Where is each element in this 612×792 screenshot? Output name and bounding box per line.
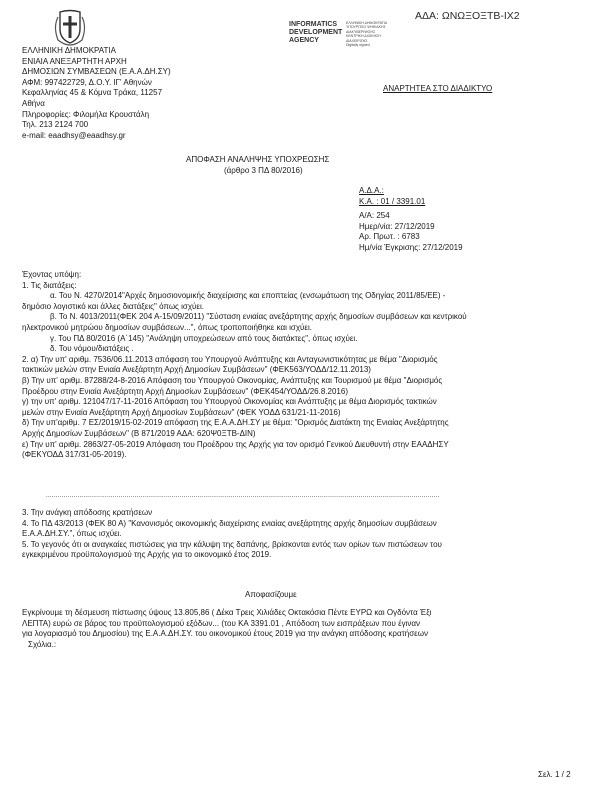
meta-date: Ημερ/νία: 27/12/2019 xyxy=(359,221,435,231)
considerations-block: Έχοντας υπόψη: 1. Τις διατάξεις: α. Του Ν. 4270/2014"Αρχές δημοσιονομικής διαχείρισης και εποπτείας (ενσωμάτωση της Οδηγίας 2011/85/ΕΕ) - δημόσιο λογιστικό και άλλες διατάξεις" όπως ισχύει. β. Το Ν. 4013/2011(ΦΕΚ 204 Α-15/09/2011) "Σύσταση ενιαίας ανεξάρτητης αρχής δημοσίων συμβάσεων και κεντρικού ηλεκτρονικού μητρώου δημοσίων συμβάσεων...", όπως τροποποιήθηκε και ισχύει. γ. Του ΠΔ 80/2016 (Α΄145) "Ανάληψη υποχρεώσεων από τους διατάκτες", όπως ισχύει. δ. Του νόμου/διατάξεις . 2. α) Την υπ' αριθμ. 7536/06.11.2013 απόφαση του Υπουργού Ανάπτυξης και Ανταγωνιστικότητας με θέμα "Διορισμός τακτικών μελών στην Ενιαία Ανεξάρτητη Αρχή Δημοσίων Συμβάσεων" (ΦΕΚ563/ΥΟΔΔ/12.11.2013) β) Την υπ' αριθμ. 87288/24-8-2016 Απόφαση του Υπουργού Οικονομίας, Ανάπτυξης και Τουρισμού με θέμα "Διορισμός Προέδρου στην Ενιαία Ανεξάρτητη Αρχή Δημοσίων Συμβάσεων" (ΦΕΚ454/ΥΟΔΔ/26.8.2016) γ) την υπ' αριθμ. 121047/17-11-2016 Απόφαση του Υπουργού Οικονομίας και Ανάπτυξης με θέμα Διορισμός τακτικών μελών στην Ενιαία Ανεξάρτητη Αρχή Δημοσίων Συμβάσεων" (ΦΕΚ ΥΟΔΔ 631/21-11-2016) δ) Την υπ'αριθμ. 7 ΕΣ/2019/15-02-2019 απόφαση της Ε.Α.Α.ΔΗ.ΣΥ με θέμα: "Ορισμός Διατάκτη της Ενιαίας Ανεξάρτητης Αρχής Δημοσίων Συμβάσεων" (Β 871/2019 ΑΔΑ: 620Ψ0ΞΤΒ-ΔΙΝ) ε) Την υπ' αριθμ. 2863/27-05-2019 Απόφαση του Προέδρου της Αρχής για τον ορισμό Γενικού Διευθυντή στην ΕΑΑΔΗΣΥ (ΦΕΚΥΟΔΔ 317/31-05-2019). xyxy=(22,270,467,460)
greek-emblem-icon xyxy=(50,7,90,47)
internet-notice: ΑΝΑΡΤΗΤΕΑ ΣΤΟ ΔΙΑΔΙΚΤΥΟ xyxy=(383,84,493,93)
signature-stamp: INFORMATICS DEVELOPMENT AGENCY xyxy=(289,21,343,44)
signature-stamp-details: ΕΛΛΗΝΙΚΗ ΔΗΜΟΚΡΑΤΙΑ ΥΠΟΥΡΓΕΙΟ ΨΗΦΙΑΚΗΣ ΔΙΑΚΥΒΕΡΝΗΣΗΣ ΚΕΝΤΡΙΚΗ ΔΙΟΙΚΗΣΗ ΔΙΑΧΕΙΡΙΣΗΣ Digitally signed xyxy=(346,21,388,48)
document-title: ΑΠΟΦΑΣΗ ΑΝΑΛΗΨΗΣ ΥΠΟΧΡΕΩΣΗΣ xyxy=(186,155,330,164)
organization-block: ΕΛΛΗΝΙΚΗ ΔΗΜΟΚΡΑΤΙΑ ΕΝΙΑΙΑ ΑΝΕΞΑΡΤΗΤΗ ΑΡΧΗ ΔΗΜΟΣΙΩΝ ΣΥΜΒΑΣΕΩΝ (Ε.Α.Α.ΔΗ.ΣΥ) ΑΦΜ: 997422729, Δ.Ο.Υ. ΙΓ' Αθηνών Κεφαλληνίας 45 & Κόμνα Τράκα, 11257 Αθήνα Πληροφορίες: Φιλομήλα Κρουστάλη Τηλ. 213 2124 700 e-mail: eaadhsy@eaadhsy.gr xyxy=(22,46,171,140)
ada-header: ΑΔΑ: ΩΝΩΞΟΞΤΒ-ΙΧ2 xyxy=(415,10,520,22)
meta-block xyxy=(359,186,463,254)
comments-label: Σχόλια.: xyxy=(28,639,57,649)
meta-ka: Κ.Α. : 01 / 3391.01 xyxy=(359,196,426,206)
decision-text: Εγκρίνουμε τη δέσμευση πίστωσης ύψους 13.805,86 ( Δέκα Τρεις Χιλιάδες Οκτακόσια Πέντε ΕΥΡΩ και Ογδόντα Έξι ΛΕΠΤΑ) ευρώ σε βάρος του προϋπολογισμού εξόδων... (του ΚΑ 3391.01 , Απόδοση των εισπράξεων που έγιναν για λογαριασμό του Δημοσίου) της Ε.Α.Α.ΔΗ.ΣΥ. του οικονομικού έτους 2019 για την ανάγκη απόδοσης κρατήσεων Σχόλια.: xyxy=(22,608,592,650)
meta-ada: Α.Δ.Α.: xyxy=(359,186,384,195)
document-subtitle: (άρθρο 3 ΠΔ 80/2016) xyxy=(224,166,303,175)
page-number: Σελ. 1 / 2 xyxy=(538,770,571,779)
meta-prot: Αρ. Πρωτ. : 6783 xyxy=(359,232,420,242)
dotted-separator: ........................................................................................................................................................................................................ xyxy=(46,493,440,499)
meta-approval: Ημ/νία Έγκρισης: 27/12/2019 xyxy=(359,242,463,252)
decision-heading: Αποφασίζουμε xyxy=(245,590,297,599)
additional-considerations: 3. Την ανάγκη απόδοσης κρατήσεων 4. Το ΠΔ 43/2013 (ΦΕΚ 80 Α) "Κανονισμός οικονομικής διαχείρισης ενιαίας ανεξάρτητης αρχής δημοσίων συμβάσεων Ε.Α.Α.ΔΗ.ΣΥ.", όπως ισχύει. 5. Το γεγονός ότι οι αναγκαίες πιστώσεις για την κάλυψη της δαπάνης, βρίσκονται εντός των ορίων των πιστώσεων του εγκεκριμένου προϋπολογισμού της Αρχής για το οικονομικό έτος 2019. xyxy=(22,508,442,560)
meta-aa: Α/Α: 254 xyxy=(359,211,390,221)
